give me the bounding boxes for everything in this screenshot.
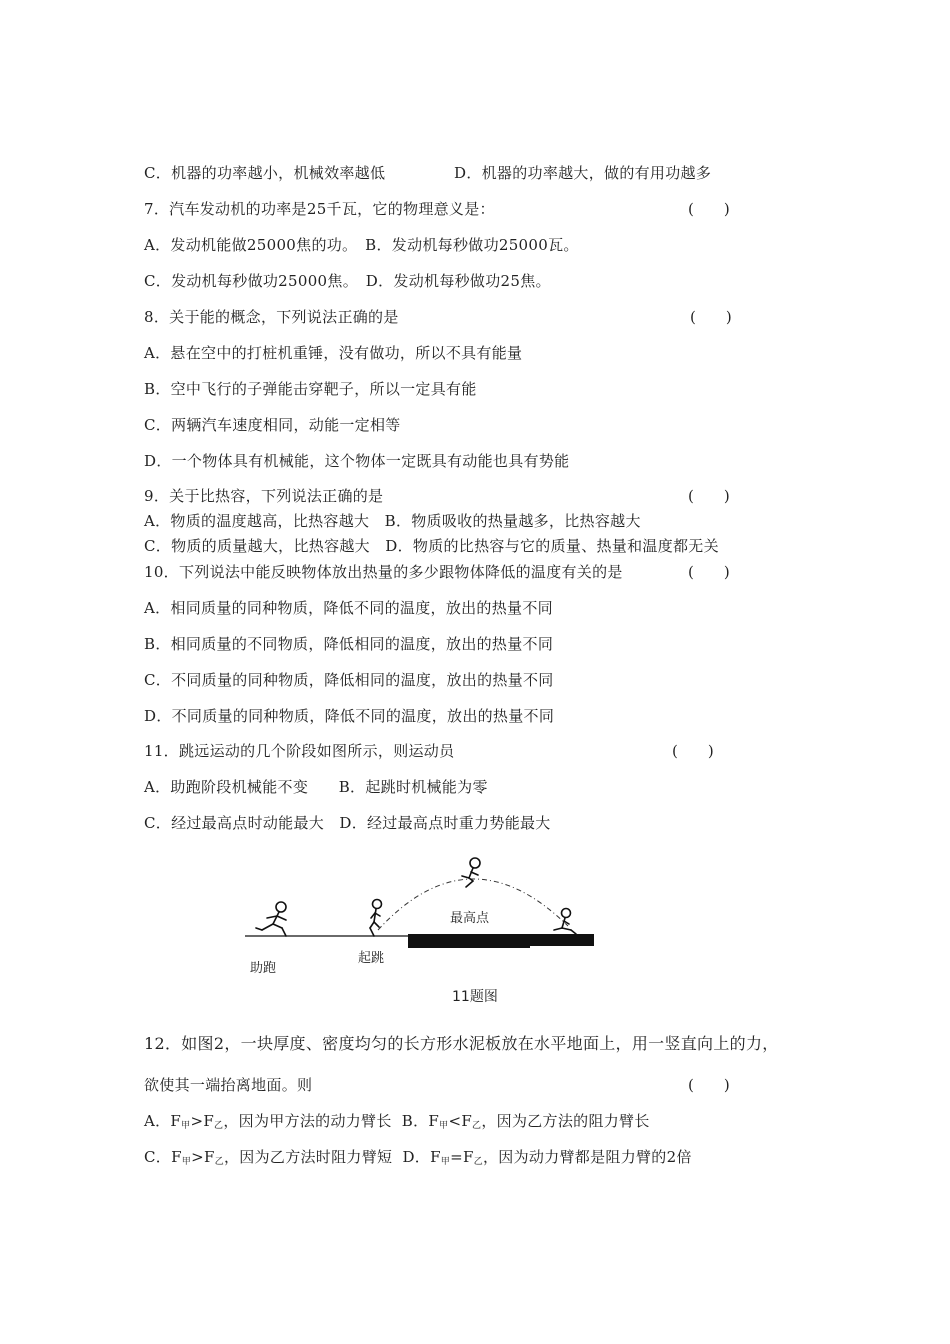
- q11-answer-blank: ( ): [672, 742, 714, 760]
- q8-answer-blank: ( ): [690, 308, 732, 326]
- q10-stem: 10．下列说法中能反映物体放出热量的多少跟物体降低的温度有关的是: [144, 563, 623, 581]
- label-run-up: 助跑: [250, 961, 277, 976]
- label-takeoff: 起跳: [358, 951, 385, 966]
- q8-option-a: A．悬在空中的打桩机重锤，没有做功，所以不具有能量: [144, 344, 523, 362]
- q7-stem: 7．汽车发动机的功率是25千瓦，它的物理意义是：: [144, 200, 495, 218]
- q7-options-ab: A．发动机能做25000焦的功。 B．发动机每秒做功25000瓦。: [144, 236, 579, 254]
- q6-option-c: C．机器的功率越小，机械效率越低: [144, 164, 386, 182]
- q12-c-sub1: 甲: [181, 1157, 192, 1167]
- landing-board: [530, 934, 594, 946]
- q10-option-c: C．不同质量的同种物质，降低相同的温度，放出的热量不同: [144, 671, 554, 689]
- q7-answer-blank: ( ): [688, 200, 730, 218]
- q12-b-sub1: 甲: [439, 1121, 449, 1131]
- q12-c-sub2: 乙: [214, 1157, 224, 1167]
- q12-d-sub1: 甲: [440, 1157, 451, 1167]
- q12-stem-line2: 欲使其一端抬离地面。则: [144, 1076, 313, 1094]
- q9-options-ab: A．物质的温度越高，比热容越大 B．物质吸收的热量越多，比热容越大: [144, 512, 641, 530]
- q12-b-text: ，因为乙方法的阻力臂长: [481, 1112, 650, 1130]
- q12-c-mid: >F: [191, 1148, 215, 1166]
- q10-option-a: A．相同质量的同种物质，降低不同的温度，放出的热量不同: [144, 599, 553, 617]
- q12-a-text: ，因为甲方法的动力臂长: [223, 1112, 392, 1130]
- q12-answer-blank: ( ): [688, 1076, 730, 1094]
- long-jump-figure: [240, 850, 600, 980]
- q12-a-mid: >F: [190, 1112, 215, 1130]
- q12-options-cd: [144, 1147, 692, 1172]
- q12-c-prefix: C．F: [144, 1148, 182, 1166]
- q12-options-ab: [144, 1111, 650, 1136]
- figure-caption: 11题图: [452, 989, 498, 1005]
- q8-option-c: C．两辆汽车速度相同，动能一定相等: [144, 416, 401, 434]
- long-jump-diagram: [240, 850, 600, 980]
- q8-stem: 8．关于能的概念，下列说法正确的是: [144, 308, 399, 326]
- takeoff-figure: [370, 900, 382, 937]
- sand-pit: [408, 934, 530, 948]
- q12-a-prefix: A．F: [144, 1112, 182, 1130]
- label-apex: 最高点: [450, 911, 490, 926]
- q12-b-sub2: 乙: [472, 1121, 482, 1131]
- q12-c-text: ，因为乙方法时阻力臂短: [224, 1148, 393, 1166]
- q12-a-sub1: 甲: [181, 1121, 191, 1131]
- q10-answer-blank: ( ): [688, 563, 730, 581]
- q12-b-mid: <F: [448, 1112, 473, 1130]
- q7-options-cd: C．发动机每秒做功25000焦。 D．发动机每秒做功25焦。: [144, 272, 551, 290]
- q10-option-d: D．不同质量的同种物质，降低不同的温度，放出的热量不同: [144, 707, 555, 725]
- q12-d-sub2: 乙: [473, 1157, 483, 1167]
- q9-answer-blank: ( ): [688, 487, 730, 505]
- q12-stem-line1: 12．如图2，一块厚度、密度均匀的长方形水泥板放在水平地面上，用一竖直向上的力，: [144, 1034, 779, 1053]
- q12-a-sub2: 乙: [214, 1121, 224, 1131]
- q9-options-cd: C．物质的质量越大，比热容越大 D．物质的比热容与它的质量、热量和温度都无关: [144, 537, 719, 555]
- q8-option-d: D．一个物体具有机械能，这个物体一定既具有动能也具有势能: [144, 452, 570, 470]
- q12-d-prefix: D．F: [402, 1148, 441, 1166]
- q12-b-prefix: B．F: [401, 1112, 440, 1130]
- q12-d-mid: =F: [450, 1148, 474, 1166]
- q11-options-cd: C．经过最高点时动能最大 D．经过最高点时重力势能最大: [144, 814, 551, 832]
- apex-figure: [462, 858, 480, 887]
- q6-option-d: D．机器的功率越大，做的有用功越多: [454, 164, 712, 182]
- q9-stem: 9．关于比热容，下列说法正确的是: [144, 487, 384, 505]
- q10-option-b: B．相同质量的不同物质，降低相同的温度，放出的热量不同: [144, 635, 554, 653]
- q11-options-ab: A．助跑阶段机械能不变 B．起跳时机械能为零: [144, 778, 488, 796]
- runner-figure: [256, 902, 286, 936]
- landing-figure: [554, 909, 576, 935]
- q11-stem: 11．跳远运动的几个阶段如图所示，则运动员: [144, 742, 455, 760]
- q12-d-text: ，因为动力臂都是阻力臂的2倍: [483, 1148, 692, 1166]
- q8-option-b: B．空中飞行的子弹能击穿靶子，所以一定具有能: [144, 380, 477, 398]
